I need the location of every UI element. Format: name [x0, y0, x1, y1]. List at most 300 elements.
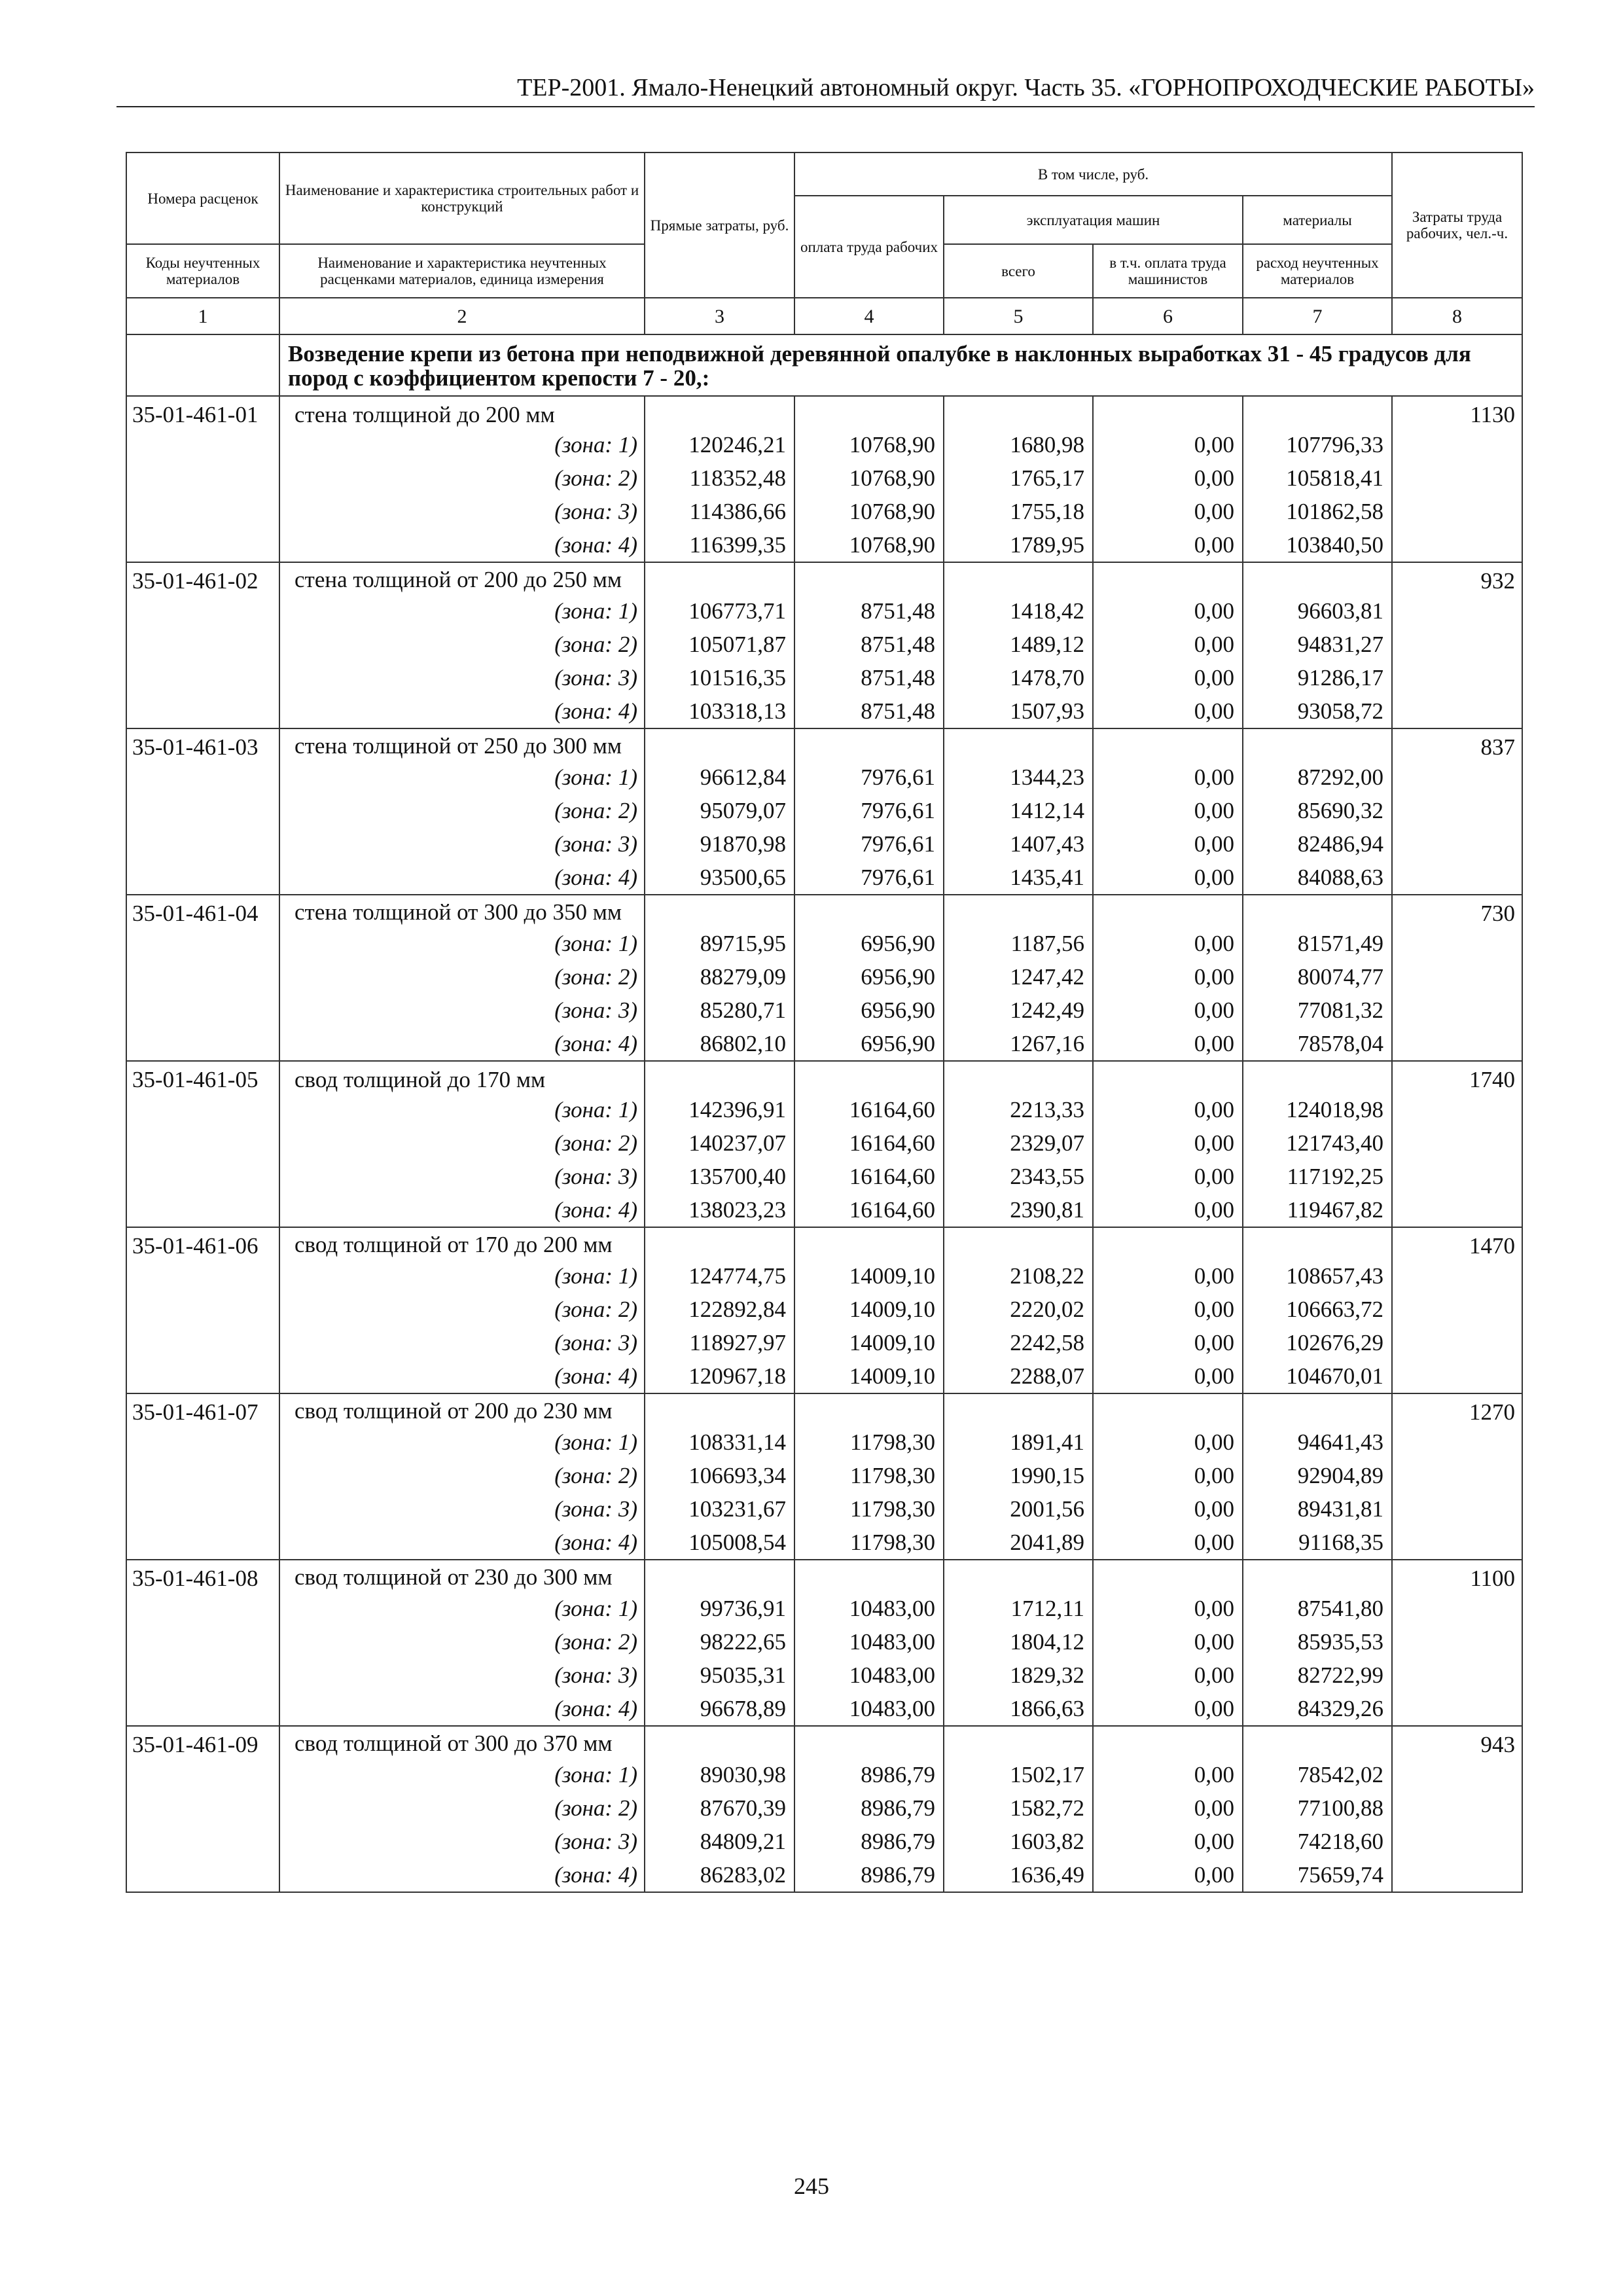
empty-cell — [1392, 1592, 1522, 1625]
worker-wage-value: 16164,60 — [794, 1093, 944, 1126]
zone-label: (зона: 2) — [279, 1625, 645, 1659]
zone-label: (зона: 3) — [279, 1492, 645, 1526]
rate-group — [126, 1393, 1522, 1560]
price-table — [126, 152, 1523, 1893]
rate-code: 35-01-461-03 — [126, 728, 279, 761]
direct-costs-value: 96612,84 — [645, 761, 794, 794]
empty-cell — [1392, 1526, 1522, 1560]
zone-label: (зона: 2) — [279, 794, 645, 827]
machinist-wage-value: 0,00 — [1093, 594, 1243, 628]
zone-label: (зона: 2) — [279, 628, 645, 661]
machine-cost-value: 2242,58 — [944, 1326, 1093, 1359]
machinist-wage-value: 0,00 — [1093, 994, 1243, 1027]
direct-costs-value: 118352,48 — [645, 461, 794, 495]
direct-costs-value: 122892,84 — [645, 1293, 794, 1326]
empty-cell — [1392, 1426, 1522, 1459]
machinist-wage-value: 0,00 — [1093, 1426, 1243, 1459]
column-number: 2 — [279, 298, 645, 334]
machinist-wage-value: 0,00 — [1093, 461, 1243, 495]
empty-cell — [1392, 994, 1522, 1027]
empty-cell — [645, 1061, 794, 1093]
zone-label: (зона: 2) — [279, 1126, 645, 1160]
machine-cost-value: 1418,42 — [944, 594, 1093, 628]
rate-group — [126, 1726, 1522, 1892]
materials-value: 107796,33 — [1243, 428, 1392, 461]
empty-cell — [1392, 1858, 1522, 1892]
machine-cost-value: 1478,70 — [944, 661, 1093, 694]
materials-value: 75659,74 — [1243, 1858, 1392, 1892]
materials-value: 78578,04 — [1243, 1027, 1392, 1061]
zone-label: (зона: 3) — [279, 1825, 645, 1858]
empty-cell — [1093, 562, 1243, 594]
rate-code: 35-01-461-02 — [126, 562, 279, 594]
direct-costs-value: 114386,66 — [645, 495, 794, 528]
labor-cost-value: 1470 — [1392, 1227, 1522, 1259]
materials-value: 84088,63 — [1243, 861, 1392, 895]
machine-cost-value: 1866,63 — [944, 1692, 1093, 1726]
rate-row — [126, 1061, 1522, 1093]
column-number: 3 — [645, 298, 794, 334]
materials-value: 82486,94 — [1243, 827, 1392, 861]
machinist-wage-value: 0,00 — [1093, 1492, 1243, 1526]
machine-cost-value: 1507,93 — [944, 694, 1093, 728]
worker-wage-value: 6956,90 — [794, 927, 944, 960]
machine-cost-value: 1891,41 — [944, 1426, 1093, 1459]
direct-costs-value: 106693,34 — [645, 1459, 794, 1492]
zone-label: (зона: 1) — [279, 1758, 645, 1791]
empty-cell — [126, 1625, 279, 1659]
header-material-names: Наименование и характеристика неучтенных расценками материалов, единица измерения — [279, 244, 645, 298]
empty-cell — [126, 927, 279, 960]
header-rule — [116, 106, 1535, 107]
labor-cost-value: 1740 — [1392, 1061, 1522, 1093]
worker-wage-value: 8986,79 — [794, 1858, 944, 1892]
zone-label: (зона: 3) — [279, 994, 645, 1027]
materials-value: 80074,77 — [1243, 960, 1392, 994]
column-number: 8 — [1392, 298, 1522, 334]
direct-costs-value: 101516,35 — [645, 661, 794, 694]
empty-cell — [1093, 1061, 1243, 1093]
worker-wage-value: 10768,90 — [794, 528, 944, 562]
table-header — [126, 152, 1522, 334]
machinist-wage-value: 0,00 — [1093, 861, 1243, 895]
machine-cost-value: 1242,49 — [944, 994, 1093, 1027]
machinist-wage-value: 0,00 — [1093, 661, 1243, 694]
machinist-wage-value: 0,00 — [1093, 1459, 1243, 1492]
work-name: свод толщиной от 170 до 200 мм — [279, 1227, 645, 1259]
empty-cell — [1392, 461, 1522, 495]
machine-cost-value: 1407,43 — [944, 827, 1093, 861]
empty-cell — [126, 1791, 279, 1825]
zone-row — [126, 861, 1522, 895]
zone-row — [126, 1692, 1522, 1726]
zone-label: (зона: 2) — [279, 1459, 645, 1492]
machine-cost-value: 1765,17 — [944, 461, 1093, 495]
zone-row — [126, 461, 1522, 495]
rate-row — [126, 396, 1522, 428]
zone-row — [126, 661, 1522, 694]
empty-cell — [1392, 1093, 1522, 1126]
zone-row — [126, 960, 1522, 994]
column-number: 7 — [1243, 298, 1392, 334]
column-number: 5 — [944, 298, 1093, 334]
empty-cell — [794, 895, 944, 927]
machine-cost-value: 1412,14 — [944, 794, 1093, 827]
machinist-wage-value: 0,00 — [1093, 1659, 1243, 1692]
worker-wage-value: 7976,61 — [794, 794, 944, 827]
empty-cell — [126, 1093, 279, 1126]
machine-cost-value: 1344,23 — [944, 761, 1093, 794]
materials-value: 121743,40 — [1243, 1126, 1392, 1160]
header-machine-operation: эксплуатация машин — [944, 196, 1243, 244]
work-name: свод толщиной до 170 мм — [279, 1061, 645, 1093]
zone-row — [126, 794, 1522, 827]
work-name: свод толщиной от 200 до 230 мм — [279, 1393, 645, 1426]
zone-label: (зона: 2) — [279, 461, 645, 495]
machinist-wage-value: 0,00 — [1093, 694, 1243, 728]
machine-cost-value: 1502,17 — [944, 1758, 1093, 1791]
empty-cell — [794, 728, 944, 761]
empty-cell — [1243, 1393, 1392, 1426]
empty-cell — [944, 1560, 1093, 1592]
empty-cell — [126, 1326, 279, 1359]
direct-costs-value: 96678,89 — [645, 1692, 794, 1726]
worker-wage-value: 7976,61 — [794, 827, 944, 861]
machinist-wage-value: 0,00 — [1093, 1692, 1243, 1726]
materials-value: 104670,01 — [1243, 1359, 1392, 1393]
direct-costs-value: 91870,98 — [645, 827, 794, 861]
header-machinist-wages: в т.ч. оплата труда машинистов — [1093, 244, 1243, 298]
empty-cell — [1392, 594, 1522, 628]
zone-row — [126, 1492, 1522, 1526]
direct-costs-value: 93500,65 — [645, 861, 794, 895]
empty-cell — [1093, 1393, 1243, 1426]
empty-cell — [1243, 562, 1392, 594]
empty-cell — [944, 1061, 1093, 1093]
zone-row — [126, 1259, 1522, 1293]
direct-costs-value: 120967,18 — [645, 1359, 794, 1393]
empty-cell — [1392, 1359, 1522, 1393]
header-direct-costs: Прямые затраты, руб. — [645, 152, 794, 298]
machinist-wage-value: 0,00 — [1093, 1193, 1243, 1227]
materials-value: 117192,25 — [1243, 1160, 1392, 1193]
empty-cell — [1243, 1227, 1392, 1259]
machine-cost-value: 1187,56 — [944, 927, 1093, 960]
worker-wage-value: 8986,79 — [794, 1825, 944, 1858]
worker-wage-value: 10483,00 — [794, 1625, 944, 1659]
empty-cell — [1392, 1027, 1522, 1061]
rate-group — [126, 1227, 1522, 1393]
zone-label: (зона: 4) — [279, 861, 645, 895]
worker-wage-value: 10483,00 — [794, 1592, 944, 1625]
materials-value: 119467,82 — [1243, 1193, 1392, 1227]
rate-code: 35-01-461-06 — [126, 1227, 279, 1259]
empty-cell — [944, 396, 1093, 428]
zone-row — [126, 1526, 1522, 1560]
machine-cost-value: 2213,33 — [944, 1093, 1093, 1126]
header-machines-total: всего — [944, 244, 1093, 298]
header-unaccounted-materials: расход неучтенных материалов — [1243, 244, 1392, 298]
materials-value: 77081,32 — [1243, 994, 1392, 1027]
empty-cell — [1093, 1726, 1243, 1758]
empty-cell — [126, 1293, 279, 1326]
zone-row — [126, 1093, 1522, 1126]
materials-value: 74218,60 — [1243, 1825, 1392, 1858]
materials-value: 77100,88 — [1243, 1791, 1392, 1825]
empty-cell — [944, 1227, 1093, 1259]
labor-cost-value: 1130 — [1392, 396, 1522, 428]
machinist-wage-value: 0,00 — [1093, 1625, 1243, 1659]
section-title: Возведение крепи из бетона при неподвижной деревянной опалубке в наклонных выработках 31 - 45 градусов для пород с коэффициентом крепости 7 - 20,: — [279, 334, 1522, 396]
empty-cell — [126, 1426, 279, 1459]
header-labor-costs: Затраты труда рабочих, чел.-ч. — [1392, 152, 1522, 298]
machine-cost-value: 1829,32 — [944, 1659, 1093, 1692]
zone-row — [126, 994, 1522, 1027]
machine-cost-value: 1267,16 — [944, 1027, 1093, 1061]
zone-row — [126, 594, 1522, 628]
machine-cost-value: 1789,95 — [944, 528, 1093, 562]
zone-row — [126, 694, 1522, 728]
machine-cost-value: 1755,18 — [944, 495, 1093, 528]
empty-cell — [794, 562, 944, 594]
machine-cost-value: 1489,12 — [944, 628, 1093, 661]
labor-cost-value: 932 — [1392, 562, 1522, 594]
empty-cell — [1093, 1227, 1243, 1259]
machinist-wage-value: 0,00 — [1093, 1526, 1243, 1560]
direct-costs-value: 118927,97 — [645, 1326, 794, 1359]
materials-value: 105818,41 — [1243, 461, 1392, 495]
header-material-codes: Коды неучтенных материалов — [126, 244, 279, 298]
machinist-wage-value: 0,00 — [1093, 1326, 1243, 1359]
empty-cell — [1243, 1560, 1392, 1592]
zone-row — [126, 1027, 1522, 1061]
zone-row — [126, 1659, 1522, 1692]
worker-wage-value: 8986,79 — [794, 1758, 944, 1791]
machine-cost-value: 1680,98 — [944, 428, 1093, 461]
zone-row — [126, 1326, 1522, 1359]
zone-label: (зона: 4) — [279, 1526, 645, 1560]
direct-costs-value: 99736,91 — [645, 1592, 794, 1625]
empty-cell — [944, 1393, 1093, 1426]
empty-cell — [1093, 396, 1243, 428]
materials-value: 87292,00 — [1243, 761, 1392, 794]
materials-value: 89431,81 — [1243, 1492, 1392, 1526]
direct-costs-value: 140237,07 — [645, 1126, 794, 1160]
empty-cell — [126, 994, 279, 1027]
rate-code: 35-01-461-09 — [126, 1726, 279, 1758]
empty-cell — [1392, 1160, 1522, 1193]
direct-costs-value: 124774,75 — [645, 1259, 794, 1293]
materials-value: 103840,50 — [1243, 528, 1392, 562]
empty-cell — [645, 895, 794, 927]
empty-cell — [1392, 794, 1522, 827]
empty-cell — [1392, 628, 1522, 661]
materials-value: 94641,43 — [1243, 1426, 1392, 1459]
materials-value: 85935,53 — [1243, 1625, 1392, 1659]
section-header — [126, 334, 1522, 396]
machine-cost-value: 2001,56 — [944, 1492, 1093, 1526]
rate-code: 35-01-461-05 — [126, 1061, 279, 1093]
direct-costs-value: 138023,23 — [645, 1193, 794, 1227]
empty-cell — [1392, 861, 1522, 895]
worker-wage-value: 8751,48 — [794, 628, 944, 661]
empty-cell — [126, 1858, 279, 1892]
rate-group — [126, 895, 1522, 1061]
empty-cell — [126, 761, 279, 794]
machinist-wage-value: 0,00 — [1093, 1758, 1243, 1791]
direct-costs-value: 85280,71 — [645, 994, 794, 1027]
direct-costs-value: 88279,09 — [645, 960, 794, 994]
materials-value: 92904,89 — [1243, 1459, 1392, 1492]
direct-costs-value: 86283,02 — [645, 1858, 794, 1892]
header-work-name: Наименование и характеристика строительных работ и конструкций — [279, 152, 645, 244]
empty-cell — [126, 861, 279, 895]
machinist-wage-value: 0,00 — [1093, 1592, 1243, 1625]
direct-costs-value: 105071,87 — [645, 628, 794, 661]
zone-row — [126, 1858, 1522, 1892]
zone-label: (зона: 2) — [279, 1791, 645, 1825]
empty-cell — [126, 694, 279, 728]
zone-label: (зона: 3) — [279, 661, 645, 694]
column-number: 4 — [794, 298, 944, 334]
zone-row — [126, 761, 1522, 794]
materials-value: 91286,17 — [1243, 661, 1392, 694]
zone-label: (зона: 1) — [279, 1259, 645, 1293]
worker-wage-value: 6956,90 — [794, 960, 944, 994]
empty-cell — [1392, 1492, 1522, 1526]
machinist-wage-value: 0,00 — [1093, 495, 1243, 528]
empty-cell — [126, 1459, 279, 1492]
work-name: свод толщиной от 230 до 300 мм — [279, 1560, 645, 1592]
empty-cell — [645, 1393, 794, 1426]
direct-costs-value: 95079,07 — [645, 794, 794, 827]
zone-row — [126, 1758, 1522, 1791]
materials-value: 94831,27 — [1243, 628, 1392, 661]
direct-costs-value: 98222,65 — [645, 1625, 794, 1659]
machinist-wage-value: 0,00 — [1093, 794, 1243, 827]
zone-label: (зона: 1) — [279, 927, 645, 960]
empty-cell — [126, 1659, 279, 1692]
empty-cell — [126, 1193, 279, 1227]
machine-cost-value: 1247,42 — [944, 960, 1093, 994]
zone-row — [126, 1825, 1522, 1858]
empty-cell — [944, 562, 1093, 594]
page-number: 245 — [794, 2173, 829, 2199]
empty-cell — [944, 728, 1093, 761]
machinist-wage-value: 0,00 — [1093, 1359, 1243, 1393]
zone-row — [126, 1625, 1522, 1659]
direct-costs-value: 89030,98 — [645, 1758, 794, 1791]
rate-group — [126, 396, 1522, 562]
empty-cell — [126, 1492, 279, 1526]
worker-wage-value: 10768,90 — [794, 461, 944, 495]
worker-wage-value: 8751,48 — [794, 694, 944, 728]
zone-label: (зона: 3) — [279, 495, 645, 528]
materials-value: 108657,43 — [1243, 1259, 1392, 1293]
materials-value: 101862,58 — [1243, 495, 1392, 528]
work-name: свод толщиной от 300 до 370 мм — [279, 1726, 645, 1758]
direct-costs-value: 120246,21 — [645, 428, 794, 461]
empty-cell — [1243, 895, 1392, 927]
worker-wage-value: 11798,30 — [794, 1426, 944, 1459]
work-name: стена толщиной до 200 мм — [279, 396, 645, 428]
empty-cell — [1392, 1126, 1522, 1160]
empty-cell — [126, 594, 279, 628]
rate-row — [126, 562, 1522, 594]
empty-cell — [944, 895, 1093, 927]
machinist-wage-value: 0,00 — [1093, 960, 1243, 994]
machinist-wage-value: 0,00 — [1093, 927, 1243, 960]
direct-costs-value: 103231,67 — [645, 1492, 794, 1526]
zone-row — [126, 428, 1522, 461]
machinist-wage-value: 0,00 — [1093, 827, 1243, 861]
direct-costs-value: 86802,10 — [645, 1027, 794, 1061]
zone-row — [126, 1160, 1522, 1193]
zone-label: (зона: 1) — [279, 594, 645, 628]
materials-value: 102676,29 — [1243, 1326, 1392, 1359]
zone-label: (зона: 4) — [279, 1858, 645, 1892]
zone-label: (зона: 3) — [279, 1160, 645, 1193]
machine-cost-value: 1636,49 — [944, 1858, 1093, 1892]
empty-cell — [1243, 1726, 1392, 1758]
materials-value: 85690,32 — [1243, 794, 1392, 827]
empty-cell — [645, 728, 794, 761]
zone-label: (зона: 1) — [279, 428, 645, 461]
empty-cell — [126, 1825, 279, 1858]
work-name: стена толщиной от 250 до 300 мм — [279, 728, 645, 761]
empty-cell — [645, 562, 794, 594]
direct-costs-value: 108331,14 — [645, 1426, 794, 1459]
column-number-row — [126, 298, 1522, 334]
empty-cell — [1392, 1659, 1522, 1692]
direct-costs-value: 135700,40 — [645, 1160, 794, 1193]
column-number: 1 — [126, 298, 279, 334]
rate-code: 35-01-461-04 — [126, 895, 279, 927]
machinist-wage-value: 0,00 — [1093, 1825, 1243, 1858]
empty-cell — [126, 960, 279, 994]
materials-value: 81571,49 — [1243, 927, 1392, 960]
worker-wage-value: 8986,79 — [794, 1791, 944, 1825]
empty-cell — [126, 1259, 279, 1293]
empty-cell — [645, 1227, 794, 1259]
empty-cell — [794, 1726, 944, 1758]
empty-cell — [1392, 1825, 1522, 1858]
machinist-wage-value: 0,00 — [1093, 628, 1243, 661]
machinist-wage-value: 0,00 — [1093, 428, 1243, 461]
empty-cell — [794, 1393, 944, 1426]
empty-cell — [1392, 1692, 1522, 1726]
work-name: стена толщиной от 300 до 350 мм — [279, 895, 645, 927]
machine-cost-value: 1712,11 — [944, 1592, 1093, 1625]
empty-cell — [126, 1526, 279, 1560]
worker-wage-value: 16164,60 — [794, 1126, 944, 1160]
zone-row — [126, 827, 1522, 861]
rate-group — [126, 1061, 1522, 1227]
empty-cell — [1392, 927, 1522, 960]
worker-wage-value: 11798,30 — [794, 1492, 944, 1526]
empty-cell — [944, 1726, 1093, 1758]
direct-costs-value: 116399,35 — [645, 528, 794, 562]
empty-cell — [126, 1126, 279, 1160]
zone-label: (зона: 3) — [279, 1326, 645, 1359]
empty-cell — [1392, 1326, 1522, 1359]
zone-label: (зона: 1) — [279, 1426, 645, 1459]
worker-wage-value: 10768,90 — [794, 428, 944, 461]
empty-cell — [794, 396, 944, 428]
direct-costs-value: 87670,39 — [645, 1791, 794, 1825]
empty-cell — [126, 661, 279, 694]
worker-wage-value: 7976,61 — [794, 861, 944, 895]
